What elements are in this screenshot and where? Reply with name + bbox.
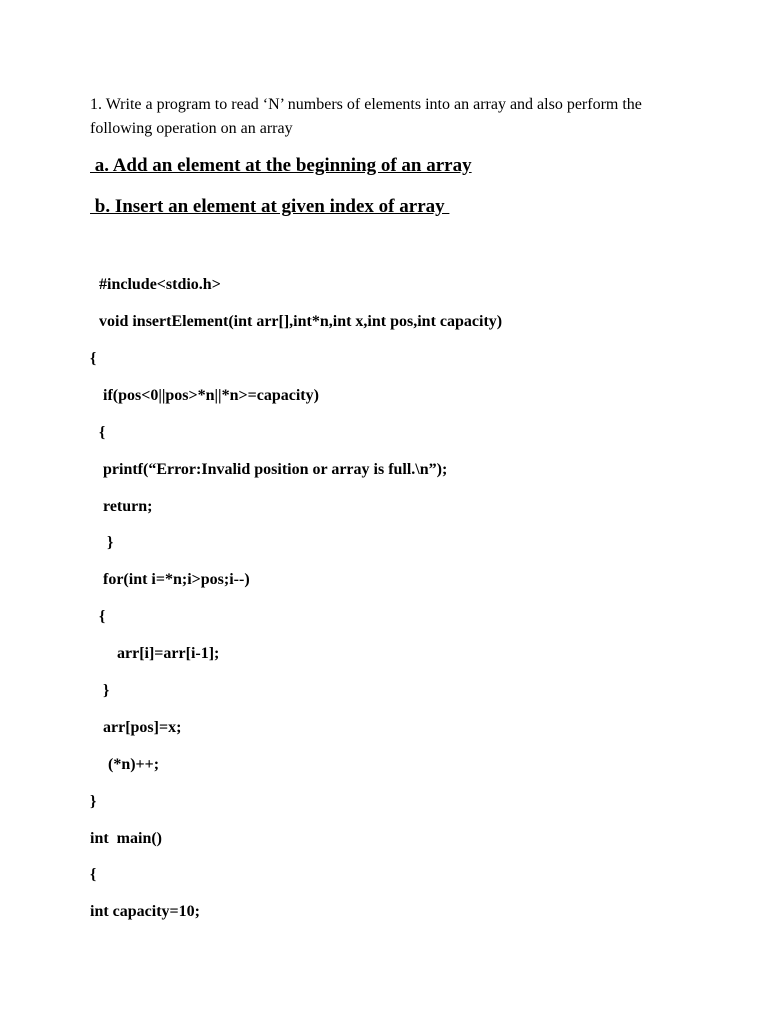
code-line: return; [103, 498, 153, 515]
heading-add-element: a. Add an element at the beginning of an array [90, 155, 472, 176]
code-line: for(int i=*n;i>pos;i--) [103, 571, 250, 588]
code-line: { [99, 424, 106, 441]
code-line: int main() [90, 830, 162, 847]
question-text: 1. Write a program to read ‘N’ numbers of elements into an array and also perform the following operation on an array [90, 96, 642, 137]
heading-insert-element: b. Insert an element at given index of array [90, 196, 450, 217]
code-line: void insertElement(int arr[],int*n,int x,int pos,int capacity) [99, 313, 503, 330]
code-line: } [103, 682, 110, 699]
code-line: int capacity=10; [90, 903, 200, 920]
code-line: if(pos<0||pos>*n||*n>=capacity) [103, 387, 319, 404]
code-line: } [107, 534, 114, 551]
code-line: { [90, 350, 97, 367]
code-line: arr[pos]=x; [103, 719, 182, 736]
code-line: #include<stdio.h> [99, 276, 221, 293]
code-line: (*n)++; [108, 756, 160, 773]
code-line: arr[i]=arr[i-1]; [117, 645, 220, 662]
code-line: { [90, 866, 97, 883]
code-line: printf(“Error:Invalid position or array is full.\n”); [103, 461, 448, 478]
code-line: { [99, 608, 106, 625]
code-line: } [90, 793, 97, 810]
